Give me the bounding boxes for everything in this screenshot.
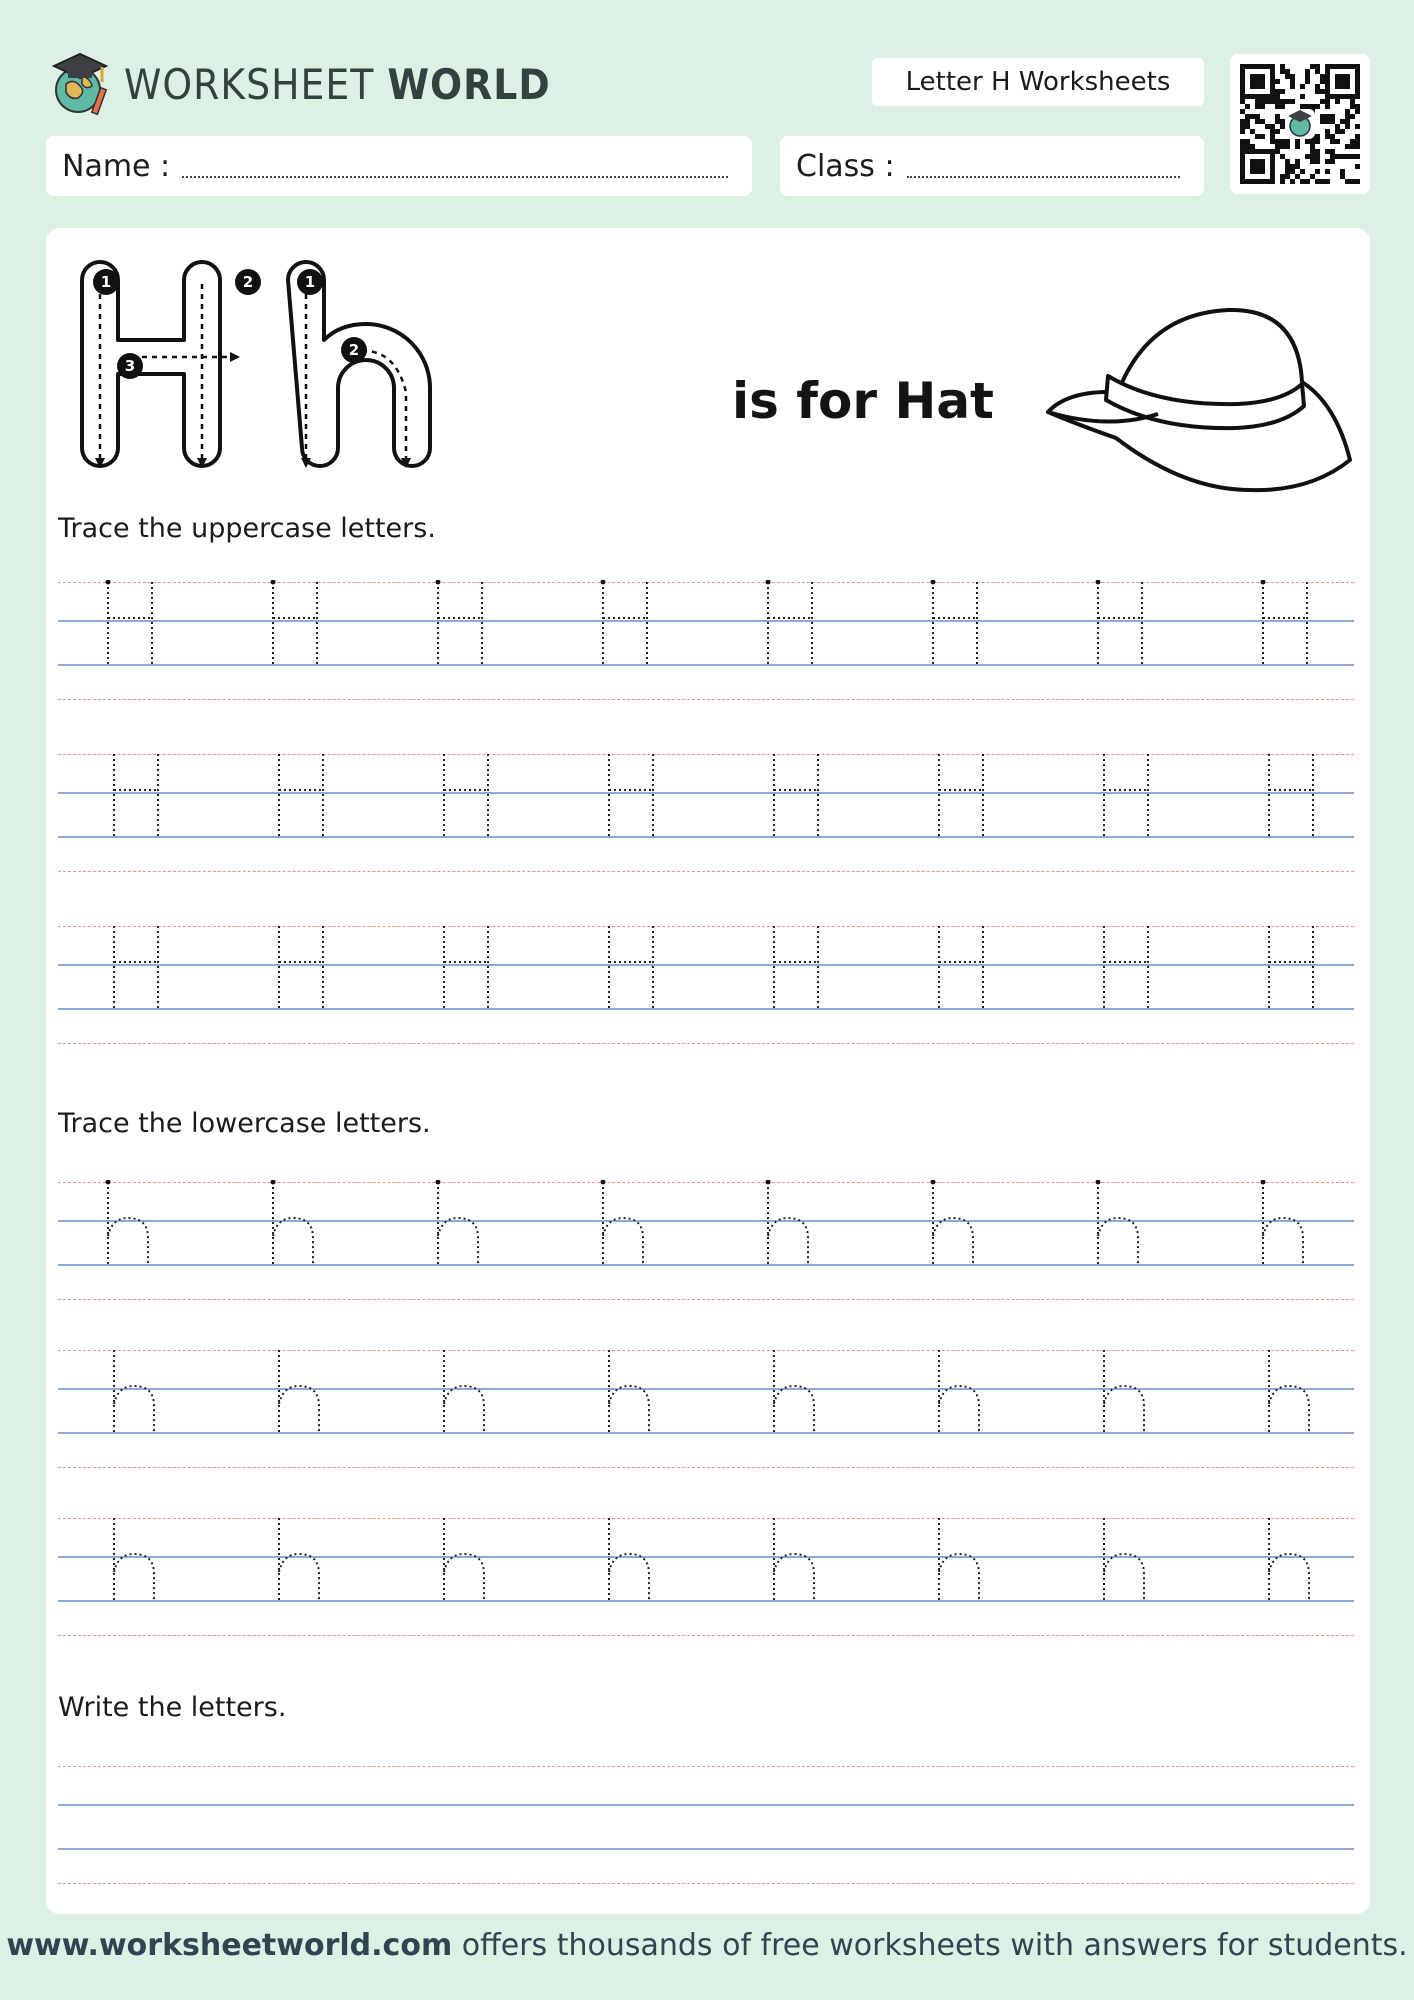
uppercase-trace-letter[interactable] bbox=[1094, 580, 1146, 670]
uppercase-trace-letter[interactable] bbox=[110, 924, 162, 1014]
lowercase-trace-letter[interactable] bbox=[440, 1348, 488, 1438]
lowercase-trace-letter[interactable] bbox=[1094, 1180, 1142, 1270]
uppercase-trace-letter[interactable] bbox=[605, 924, 657, 1014]
brand-logo bbox=[44, 44, 551, 124]
brand-name-regular: WORKSHEET bbox=[124, 59, 375, 109]
brand-name-bold: WORLD bbox=[387, 59, 551, 109]
uppercase-guide-mid bbox=[58, 792, 1354, 794]
lowercase-trace-letter[interactable] bbox=[1100, 1516, 1148, 1606]
stroke-order-3: 3 bbox=[124, 357, 136, 375]
uppercase-trace-letter[interactable] bbox=[1265, 752, 1317, 842]
footer-tagline: offers thousands of free worksheets with answers for students. bbox=[452, 1928, 1408, 1963]
lowercase-trace-letter[interactable] bbox=[275, 1348, 323, 1438]
lowercase-trace-letter[interactable] bbox=[1265, 1516, 1313, 1606]
uppercase-guide-top bbox=[58, 754, 1354, 755]
uppercase-trace-letter[interactable] bbox=[110, 752, 162, 842]
class-input-line[interactable] bbox=[907, 176, 1180, 178]
lowercase-trace-letter[interactable] bbox=[599, 1180, 647, 1270]
uppercase-guide-top bbox=[58, 582, 1354, 583]
lowercase-trace-letter[interactable] bbox=[440, 1516, 488, 1606]
lowercase-trace-letter[interactable] bbox=[770, 1516, 818, 1606]
uppercase-trace-letter[interactable] bbox=[434, 580, 486, 670]
qr-code-graphic bbox=[1230, 54, 1370, 194]
uppercase-guide-base bbox=[58, 836, 1354, 838]
uppercase-trace-letter[interactable] bbox=[440, 924, 492, 1014]
lowercase-trace-letter[interactable] bbox=[1259, 1180, 1307, 1270]
class-field[interactable] bbox=[780, 136, 1204, 196]
lowercase-trace-letter[interactable] bbox=[605, 1348, 653, 1438]
uppercase-trace-letter[interactable] bbox=[1259, 580, 1311, 670]
uppercase-trace-letter[interactable] bbox=[770, 752, 822, 842]
lowercase-trace-letter[interactable] bbox=[929, 1180, 977, 1270]
uppercase-trace-letter[interactable] bbox=[269, 580, 321, 670]
uppercase-trace-letter[interactable] bbox=[1100, 752, 1152, 842]
lowercase-guide-top bbox=[58, 1182, 1354, 1183]
lowercase-guide-bottom bbox=[58, 1635, 1354, 1636]
write-guide-base bbox=[58, 1848, 1354, 1850]
worksheet-title: Letter H Worksheets bbox=[872, 58, 1204, 106]
lowercase-guide-top bbox=[58, 1350, 1354, 1351]
stroke-order-1-lower: 1 bbox=[304, 273, 316, 291]
stroke-order-2-lower: 2 bbox=[348, 341, 360, 359]
footer bbox=[0, 1928, 1414, 1963]
lowercase-guide-bottom bbox=[58, 1467, 1354, 1468]
uppercase-guide-base bbox=[58, 664, 1354, 666]
uppercase-trace-letter[interactable] bbox=[599, 580, 651, 670]
globe-with-graduation-cap-icon bbox=[44, 48, 116, 120]
lowercase-trace-letter[interactable] bbox=[269, 1180, 317, 1270]
uppercase-guide-base bbox=[58, 1008, 1354, 1010]
write-guide-bottom bbox=[58, 1883, 1354, 1884]
uppercase-trace-letter[interactable] bbox=[104, 580, 156, 670]
hero-letters-stroke-order bbox=[70, 250, 450, 490]
write-guide-top bbox=[58, 1766, 1354, 1767]
lowercase-guide-base bbox=[58, 1600, 1354, 1602]
lowercase-trace-letter[interactable] bbox=[275, 1516, 323, 1606]
uppercase-guide-mid bbox=[58, 620, 1354, 622]
headline: is for Hat bbox=[732, 372, 994, 430]
uppercase-trace-letter[interactable] bbox=[1265, 924, 1317, 1014]
lowercase-trace-letter[interactable] bbox=[770, 1348, 818, 1438]
lowercase-instruction: Trace the lowercase letters. bbox=[58, 1108, 431, 1139]
stroke-order-1: 1 bbox=[100, 273, 112, 291]
name-label: Name : bbox=[62, 148, 171, 184]
write-guide-mid bbox=[58, 1804, 1354, 1806]
footer-site[interactable]: www.worksheetworld.com bbox=[6, 1928, 453, 1963]
uppercase-guide-mid bbox=[58, 964, 1354, 966]
uppercase-trace-letter[interactable] bbox=[440, 752, 492, 842]
lowercase-trace-letter[interactable] bbox=[1100, 1348, 1148, 1438]
lowercase-guide-mid bbox=[58, 1388, 1354, 1390]
name-field[interactable] bbox=[46, 136, 752, 196]
uppercase-instruction: Trace the uppercase letters. bbox=[58, 513, 436, 544]
write-instruction: Write the letters. bbox=[58, 1692, 287, 1723]
lowercase-trace-letter[interactable] bbox=[935, 1516, 983, 1606]
uppercase-trace-letter[interactable] bbox=[275, 752, 327, 842]
uppercase-trace-letter[interactable] bbox=[764, 580, 816, 670]
uppercase-guide-bottom bbox=[58, 1043, 1354, 1044]
hat-icon bbox=[1040, 300, 1356, 500]
uppercase-guide-bottom bbox=[58, 699, 1354, 700]
lowercase-trace-letter[interactable] bbox=[1265, 1348, 1313, 1438]
uppercase-trace-letter[interactable] bbox=[770, 924, 822, 1014]
uppercase-trace-letter[interactable] bbox=[929, 580, 981, 670]
uppercase-trace-letter[interactable] bbox=[275, 924, 327, 1014]
uppercase-trace-letter[interactable] bbox=[1100, 924, 1152, 1014]
lowercase-trace-letter[interactable] bbox=[104, 1180, 152, 1270]
lowercase-guide-base bbox=[58, 1432, 1354, 1434]
lowercase-trace-letter[interactable] bbox=[434, 1180, 482, 1270]
lowercase-guide-base bbox=[58, 1264, 1354, 1266]
lowercase-trace-letter[interactable] bbox=[605, 1516, 653, 1606]
lowercase-guide-mid bbox=[58, 1220, 1354, 1222]
class-label: Class : bbox=[796, 148, 895, 184]
lowercase-trace-letter[interactable] bbox=[110, 1348, 158, 1438]
uppercase-trace-letter[interactable] bbox=[935, 752, 987, 842]
stroke-order-2: 2 bbox=[242, 273, 254, 291]
qr-code-icon[interactable] bbox=[1230, 54, 1370, 194]
lowercase-trace-letter[interactable] bbox=[110, 1516, 158, 1606]
lowercase-guide-top bbox=[58, 1518, 1354, 1519]
name-input-line[interactable] bbox=[182, 176, 728, 178]
brand-name bbox=[124, 60, 551, 109]
uppercase-trace-letter[interactable] bbox=[605, 752, 657, 842]
uppercase-guide-top bbox=[58, 926, 1354, 927]
lowercase-trace-letter[interactable] bbox=[935, 1348, 983, 1438]
lowercase-guide-mid bbox=[58, 1556, 1354, 1558]
lowercase-guide-bottom bbox=[58, 1299, 1354, 1300]
uppercase-guide-bottom bbox=[58, 871, 1354, 872]
lowercase-trace-letter[interactable] bbox=[764, 1180, 812, 1270]
uppercase-trace-letter[interactable] bbox=[935, 924, 987, 1014]
